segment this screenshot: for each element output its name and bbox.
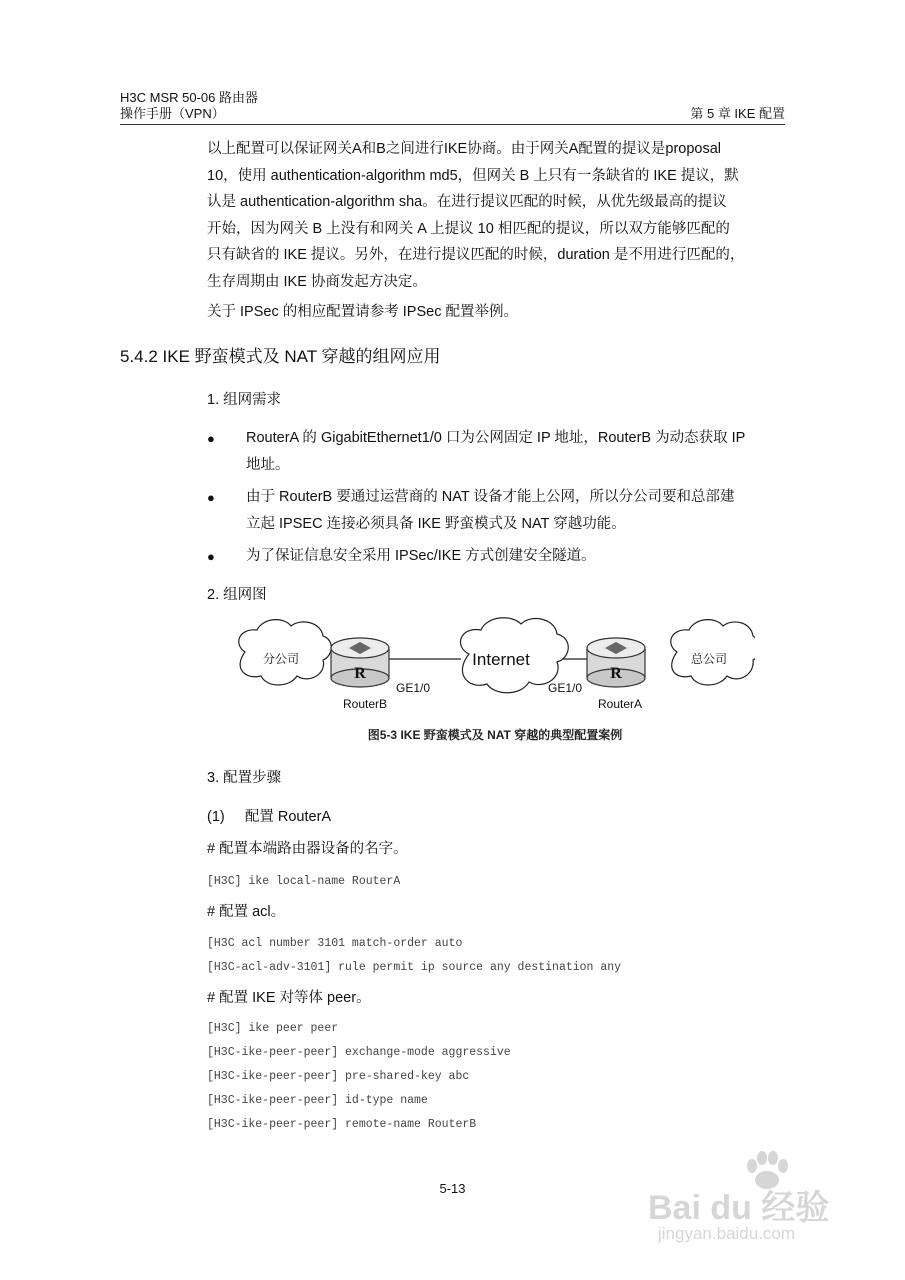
network-diagram [225, 612, 755, 717]
bullet-line: 地址。 [246, 456, 290, 473]
header-chapter: 第 5 章 IKE 配置 [690, 106, 785, 121]
bullet-line: 立起 IPSEC 连接必须具备 IKE 野蛮模式及 NAT 穿越功能。 [246, 515, 626, 532]
intro-paragraph [207, 136, 785, 295]
page-number: 5-13 [439, 1181, 466, 1196]
router-b-label: RouterB [342, 697, 388, 711]
intro-line: 10，使用 authentication-algorithm md5，但网关 B 上只有一条缺省的 IKE 提议，默 [207, 167, 739, 184]
intro-line: 生存周期由 IKE 协商发起方决定。 [207, 273, 427, 290]
comment-ike-peer: # 配置 IKE 对等体 peer。 [207, 990, 371, 1006]
intro-line: 只有缺省的 IKE 提议。另外，在进行提议匹配的时候，duration 是不用进行匹配的， [207, 247, 745, 263]
bullet-dot: ● [207, 490, 215, 505]
code-line: [H3C] ike peer peer [207, 1022, 339, 1035]
hq-label: 总公司 [690, 652, 728, 666]
ge-left-label: GE1/0 [395, 681, 431, 695]
code-line: [H3C-acl-adv-3101] rule permit ip source any destination any [207, 961, 622, 974]
header-product: H3C MSR 50-06 路由器 [120, 90, 258, 105]
bullet-line: 为了保证信息安全采用 IPSec/IKE 方式创建安全隧道。 [246, 548, 596, 564]
section-title: 5.4.2 IKE 野蛮模式及 NAT 穿越的组网应用 [120, 347, 441, 366]
bullet-item [246, 425, 786, 478]
code-line: [H3C-ike-peer-peer] exchange-mode aggressive [207, 1046, 511, 1059]
code-line: [H3C acl number 3101 match-order auto [207, 937, 463, 950]
code-line: [H3C-ike-peer-peer] pre-shared-key abc [207, 1070, 470, 1083]
code-line: [H3C-ike-peer-peer] id-type name [207, 1094, 428, 1107]
bullet-line: 由于 RouterB 要通过运营商的 NAT 设备才能上公网，所以分公司要和总部建 [246, 489, 735, 505]
router-b-glyph: R [354, 665, 366, 682]
diagram-heading: 2. 组网图 [207, 587, 267, 603]
steps-heading: 3. 配置步骤 [207, 770, 282, 786]
header-rule [120, 124, 785, 125]
requirements-heading: 1. 组网需求 [207, 392, 282, 408]
router-a-glyph: R [610, 665, 622, 682]
bullet-dot: ● [207, 549, 215, 564]
ipsec-reference: 关于 IPSec 的相应配置请参考 IPSec 配置举例。 [207, 304, 518, 320]
watermark-url: jingyan.baidu.com [658, 1224, 796, 1243]
bullet-item [246, 484, 786, 537]
intro-line: 以上配置可以保证网关A和B之间进行IKE协商。由于网关A配置的提议是proposal [207, 141, 722, 157]
branch-label: 分公司 [262, 652, 300, 666]
figure-caption: 图5-3 IKE 野蛮模式及 NAT 穿越的典型配置案例 [367, 728, 623, 742]
step1-heading: (1) 配置 RouterA [207, 809, 332, 825]
bullet-line: RouterA 的 GigabitEthernet1/0 口为公网固定 IP 地址，RouterB 为动态获取 IP [246, 430, 746, 446]
comment-acl: # 配置 acl。 [207, 904, 286, 920]
code-line: [H3C] ike local-name RouterA [207, 875, 401, 888]
header-manual: 操作手册（VPN） [120, 106, 225, 121]
router-a-label: RouterA [597, 697, 643, 711]
bullet-dot: ● [207, 431, 215, 446]
intro-line: 认是 authentication-algorithm sha。在进行提议匹配的时候，从优先级最高的提议 [207, 194, 727, 210]
watermark-brand: Bai du 经验 [648, 1189, 830, 1227]
bullet-item [246, 543, 786, 570]
intro-line: 开始，因为网关 B 上没有和网关 A 上提议 10 相匹配的提议，所以双方能够匹配的 [207, 220, 730, 237]
internet-label: Internet [472, 650, 530, 669]
comment-local-name: # 配置本端路由器设备的名字。 [207, 841, 408, 857]
ge-right-label: GE1/0 [547, 681, 583, 695]
code-line: [H3C-ike-peer-peer] remote-name RouterB [207, 1118, 477, 1131]
